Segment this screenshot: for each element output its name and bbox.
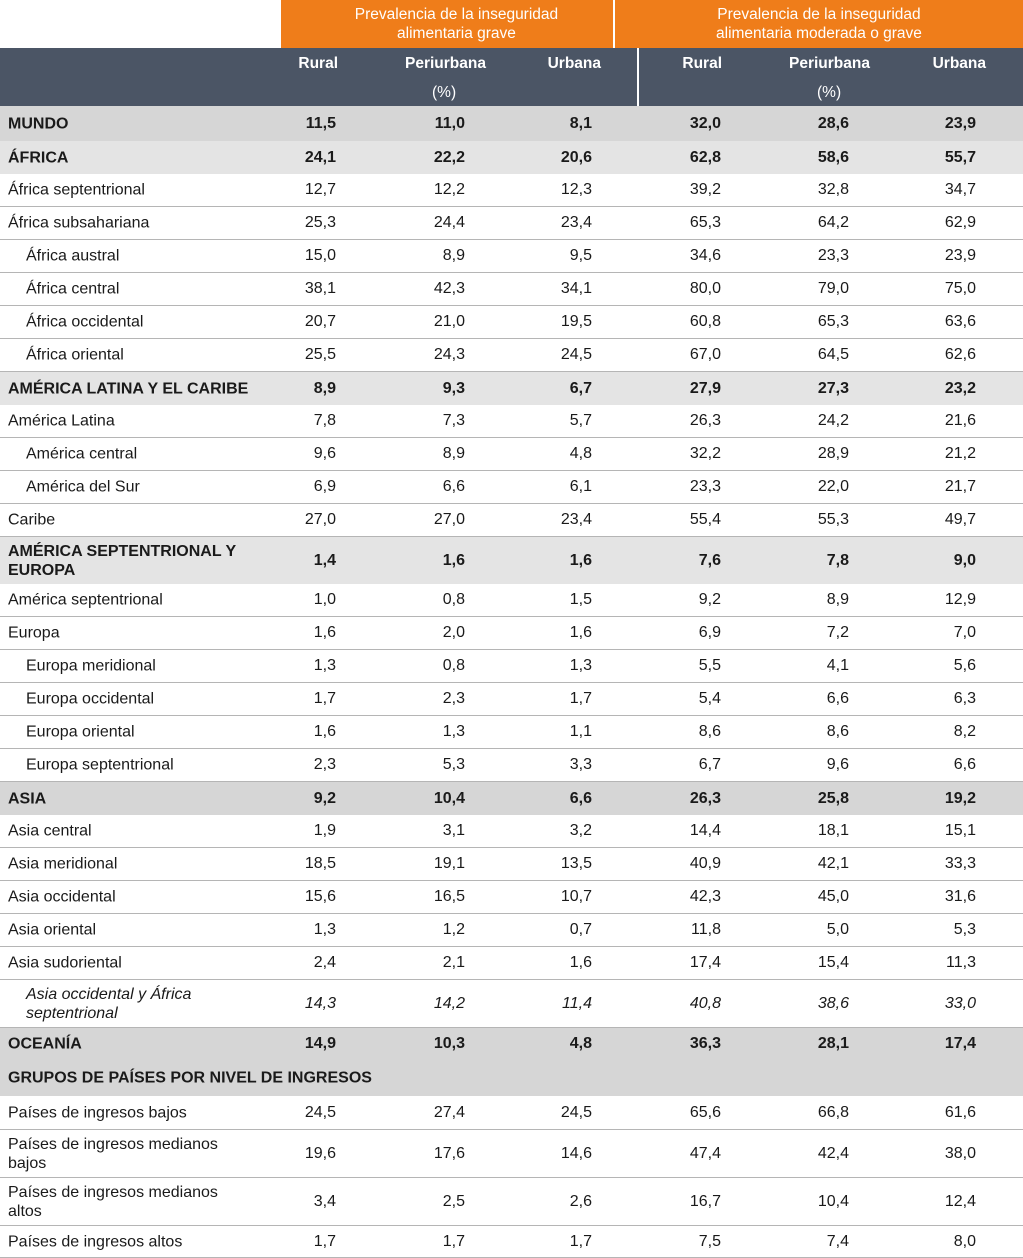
cell-value: 16,7	[689, 1192, 721, 1210]
cell-value: 20,6	[560, 148, 592, 166]
table-row	[0, 947, 1023, 980]
table-row	[0, 1096, 1023, 1130]
cell-value: 24,5	[304, 1103, 336, 1121]
cell-value: 33,3	[944, 855, 976, 872]
cell-value: 1,7	[313, 690, 336, 707]
cell-value: 9,0	[953, 551, 976, 569]
table-row	[0, 339, 1023, 372]
row-label: Países de ingresos altos	[8, 1233, 183, 1250]
cell-value: 19,2	[944, 789, 976, 807]
table-body	[0, 106, 1023, 1258]
table-row	[0, 504, 1023, 537]
cell-value: 34,6	[689, 247, 721, 264]
cell-value: 36,3	[689, 1035, 721, 1052]
table-row	[0, 617, 1023, 650]
cell-value: 7,5	[698, 1232, 721, 1250]
cell-value: 6,6	[442, 478, 465, 495]
table-row	[0, 1226, 1023, 1258]
table-row	[0, 914, 1023, 947]
cell-value: 0,8	[442, 657, 465, 674]
cell-value: 5,3	[953, 921, 976, 938]
row-label: Europa	[8, 624, 60, 642]
cell-value: 21,7	[944, 478, 976, 495]
cell-value: 23,4	[560, 511, 592, 528]
row-label: Asia sudoriental	[8, 954, 122, 972]
unit-label-2: (%)	[817, 84, 842, 101]
cell-value: 5,5	[698, 657, 721, 674]
cell-value: 42,4	[817, 1144, 849, 1162]
cell-value: 27,9	[689, 379, 721, 397]
col-header-rural-2: Rural	[682, 55, 722, 72]
cell-value: 1,6	[442, 551, 465, 569]
table-row	[0, 240, 1023, 273]
cell-value: 2,1	[442, 954, 465, 971]
cell-value: 3,2	[569, 822, 592, 839]
cell-value: 0,8	[442, 591, 465, 608]
cell-value: 0,7	[569, 921, 592, 938]
cell-value: 6,6	[953, 756, 976, 773]
cell-value: 23,4	[560, 214, 592, 231]
cell-value: 2,6	[569, 1192, 592, 1210]
table-row	[0, 1028, 1023, 1060]
cell-value: 7,8	[826, 551, 849, 569]
table-row	[0, 782, 1023, 815]
table-row	[0, 537, 1023, 584]
cell-value: 25,5	[304, 346, 336, 363]
cell-value: 1,7	[569, 690, 592, 707]
cell-value: 9,3	[442, 379, 465, 397]
cell-value: 4,8	[569, 1035, 592, 1052]
cell-value: 14,4	[689, 822, 721, 839]
cell-value: 7,3	[442, 412, 465, 429]
cell-value: 5,3	[442, 756, 465, 773]
cell-value: 19,1	[433, 855, 465, 872]
cell-value: 42,1	[817, 855, 849, 872]
cell-value: 1,5	[569, 591, 592, 608]
cell-value: 11,0	[434, 114, 465, 132]
cell-value: 7,6	[698, 551, 721, 569]
row-label: Europa occidental	[26, 690, 155, 708]
cell-value: 11,4	[562, 994, 592, 1012]
cell-value: 28,6	[817, 114, 849, 132]
table-row	[0, 405, 1023, 438]
cell-value: 60,8	[689, 313, 721, 330]
cell-value: 19,6	[304, 1144, 336, 1162]
row-label: África subsahariana	[8, 214, 150, 232]
cell-value: 1,4	[313, 551, 336, 569]
cell-value: 8,9	[442, 445, 465, 462]
cell-value: 24,1	[304, 148, 336, 166]
cell-value: 66,8	[817, 1103, 849, 1121]
cell-value: 65,3	[817, 313, 849, 330]
cell-value: 65,6	[689, 1103, 721, 1121]
table-row	[0, 141, 1023, 174]
row-label: África central	[26, 280, 120, 298]
col-header-periurbana-1: Periurbana	[405, 55, 486, 72]
row-label: AMÉRICA LATINA Y EL CARIBE	[8, 380, 249, 397]
col-header-rural-1: Rural	[298, 55, 338, 72]
table-row	[0, 207, 1023, 240]
cell-value: 24,4	[433, 214, 465, 231]
cell-value: 8,2	[953, 723, 976, 740]
table-row	[0, 650, 1023, 683]
cell-value: 15,0	[304, 247, 336, 264]
cell-value: 18,5	[304, 855, 336, 872]
cell-value: 32,0	[689, 114, 721, 132]
cell-value: 1,6	[313, 624, 336, 641]
cell-value: 8,9	[826, 591, 849, 608]
table-row	[0, 1130, 1023, 1178]
cell-value: 17,6	[433, 1144, 465, 1162]
cell-value: 27,3	[817, 379, 849, 397]
cell-value: 5,0	[826, 921, 849, 938]
cell-value: 5,4	[698, 690, 721, 707]
cell-value: 4,1	[826, 657, 849, 674]
row-label: ÁFRICA	[8, 149, 69, 166]
cell-value: 6,7	[698, 756, 721, 773]
cell-value: 9,6	[313, 445, 336, 462]
cell-value: 13,5	[560, 855, 592, 872]
cell-value: 10,3	[433, 1035, 465, 1052]
row-label: Asia central	[8, 822, 92, 840]
cell-value: 3,1	[442, 822, 465, 839]
table-row	[0, 683, 1023, 716]
cell-value: 17,4	[944, 1035, 976, 1052]
cell-value: 6,6	[826, 690, 849, 707]
row-label: África septentrional	[8, 181, 145, 199]
cell-value: 22,0	[817, 478, 849, 495]
cell-value: 38,0	[944, 1144, 976, 1162]
table-row	[0, 815, 1023, 848]
cell-value: 26,3	[689, 789, 721, 807]
cell-value: 75,0	[944, 280, 976, 297]
cell-value: 12,2	[433, 181, 465, 198]
table-row	[0, 174, 1023, 207]
cell-value: 25,3	[304, 214, 336, 231]
cell-value: 23,3	[817, 247, 849, 264]
cell-value: 8,9	[442, 247, 465, 264]
row-label: África austral	[26, 247, 120, 265]
cell-value: 1,6	[313, 723, 336, 740]
cell-value: 12,4	[944, 1192, 976, 1210]
row-label: América del Sur	[26, 478, 140, 496]
cell-value: 45,0	[817, 888, 849, 905]
col-header-urbana-2: Urbana	[932, 55, 986, 72]
cell-value: 2,5	[442, 1192, 465, 1210]
food-insecurity-table	[0, 0, 1023, 48]
cell-value: 18,1	[817, 822, 849, 839]
row-label: Países de ingresos bajos	[8, 1104, 187, 1121]
cell-value: 26,3	[689, 412, 721, 429]
row-label: América Latina	[8, 412, 115, 430]
cell-value: 40,9	[689, 855, 721, 872]
cell-value: 28,9	[817, 445, 849, 462]
cell-value: 9,5	[569, 247, 592, 264]
row-label: Asia occidental y África septentrional	[26, 985, 192, 1022]
cell-value: 1,7	[442, 1232, 465, 1250]
table-row	[0, 306, 1023, 339]
table-row	[0, 749, 1023, 782]
cell-value: 14,6	[560, 1144, 592, 1162]
cell-value: 22,2	[433, 148, 465, 166]
cell-value: 12,3	[560, 181, 592, 198]
row-label: África oriental	[26, 346, 124, 364]
unit-label-1: (%)	[432, 84, 457, 101]
row-label: Europa septentrional	[26, 756, 174, 774]
cell-value: 62,6	[944, 346, 976, 363]
cell-value: 27,4	[433, 1103, 465, 1121]
header-group-severe: Prevalencia de la inseguridad alimentaria grave	[281, 0, 613, 48]
cell-value: 15,1	[944, 822, 976, 839]
cell-value: 11,5	[305, 114, 336, 132]
cell-value: 23,2	[944, 379, 976, 397]
cell-value: 24,5	[560, 1103, 592, 1121]
cell-value: 31,6	[944, 888, 976, 905]
cell-value: 64,2	[817, 214, 849, 231]
cell-value: 11,3	[946, 954, 976, 971]
header-group-moderate-severe: Prevalencia de la inseguridad alimentaria moderada o grave	[614, 0, 1023, 48]
cell-value: 6,3	[953, 690, 976, 707]
cell-value: 12,7	[304, 181, 336, 198]
cell-value: 32,8	[817, 181, 849, 198]
cell-value: 1,1	[569, 723, 592, 740]
cell-value: 1,7	[313, 1232, 336, 1250]
cell-value: 2,3	[442, 690, 465, 707]
row-label: AMÉRICA SEPTENTRIONAL Y EUROPA	[8, 542, 236, 579]
cell-value: 80,0	[689, 280, 721, 297]
cell-value: 33,0	[944, 994, 976, 1012]
cell-value: 10,7	[560, 888, 592, 905]
cell-value: 58,6	[817, 148, 849, 166]
cell-value: 67,0	[689, 346, 721, 363]
cell-value: 27,0	[433, 511, 465, 528]
cell-value: 11,8	[691, 921, 721, 938]
col-header-periurbana-2: Periurbana	[789, 55, 870, 72]
cell-value: 2,3	[313, 756, 336, 773]
cell-value: 14,9	[304, 1035, 336, 1052]
table-row	[0, 438, 1023, 471]
cell-value: 7,8	[313, 412, 336, 429]
cell-value: 47,4	[689, 1144, 721, 1162]
cell-value: 1,6	[569, 551, 592, 569]
row-label: ASIA	[8, 790, 47, 807]
cell-value: 10,4	[817, 1192, 849, 1210]
cell-value: 8,0	[953, 1232, 976, 1250]
table-row	[0, 584, 1023, 617]
cell-value: 23,3	[689, 478, 721, 495]
cell-value: 25,8	[817, 789, 849, 807]
row-label: Asia meridional	[8, 855, 118, 873]
cell-value: 1,3	[442, 723, 465, 740]
row-label: América central	[26, 445, 138, 463]
cell-value: 20,7	[304, 313, 336, 330]
cell-value: 1,2	[442, 921, 465, 938]
row-label: América septentrional	[8, 591, 163, 609]
cell-value: 42,3	[689, 888, 721, 905]
cell-value: 9,2	[313, 789, 336, 807]
table-row	[0, 848, 1023, 881]
cell-value: 2,0	[442, 624, 465, 641]
cell-value: 3,4	[313, 1192, 336, 1210]
cell-value: 1,7	[569, 1232, 592, 1250]
table-row	[0, 980, 1023, 1028]
cell-value: 6,9	[698, 624, 721, 641]
table-row	[0, 716, 1023, 749]
cell-value: 39,2	[689, 181, 721, 198]
cell-value: 1,6	[569, 954, 592, 971]
col-header-urbana-1: Urbana	[547, 55, 601, 72]
cell-value: 21,6	[944, 412, 976, 429]
cell-value: 6,7	[569, 379, 592, 397]
cell-value: 27,0	[304, 511, 336, 528]
cell-value: 6,6	[569, 789, 592, 807]
row-label: Países de ingresos medianos altos	[8, 1183, 218, 1220]
cell-value: 7,0	[953, 624, 976, 641]
cell-value: 61,6	[944, 1103, 976, 1121]
cell-value: 14,3	[304, 994, 336, 1012]
row-label: Países de ingresos medianos bajos	[8, 1135, 218, 1172]
cell-value: 24,2	[817, 412, 849, 429]
cell-value: 38,6	[817, 994, 849, 1012]
cell-value: 65,3	[689, 214, 721, 231]
table-row	[0, 1060, 1023, 1096]
cell-value: 2,4	[313, 954, 336, 971]
cell-value: 15,4	[817, 954, 849, 971]
cell-value: 62,8	[689, 148, 721, 166]
cell-value: 28,1	[817, 1035, 849, 1052]
cell-value: 1,6	[569, 624, 592, 641]
row-label: África occidental	[26, 313, 144, 331]
cell-value: 23,9	[944, 247, 976, 264]
cell-value: 7,2	[826, 624, 849, 641]
row-label: Europa oriental	[26, 723, 135, 741]
cell-value: 9,2	[698, 591, 721, 608]
table-row	[0, 106, 1023, 141]
cell-value: 55,7	[944, 148, 976, 166]
cell-value: 64,5	[817, 346, 849, 363]
cell-value: 34,7	[944, 181, 976, 198]
cell-value: 32,2	[689, 445, 721, 462]
cell-value: 12,9	[944, 591, 976, 608]
table-row	[0, 1178, 1023, 1226]
cell-value: 63,6	[944, 313, 976, 330]
cell-value: 19,5	[560, 313, 592, 330]
cell-value: 8,6	[698, 723, 721, 740]
header-blank	[0, 0, 281, 48]
cell-value: 55,3	[817, 511, 849, 528]
cell-value: 40,8	[689, 994, 721, 1012]
table-row	[0, 881, 1023, 914]
row-label: GRUPOS DE PAÍSES POR NIVEL DE INGRESOS	[8, 1069, 372, 1087]
cell-value: 21,0	[433, 313, 465, 330]
row-label: OCEANÍA	[8, 1035, 82, 1053]
cell-value: 79,0	[817, 280, 849, 297]
cell-value: 24,3	[433, 346, 465, 363]
row-label: Asia occidental	[8, 888, 116, 906]
row-label: MUNDO	[8, 115, 69, 132]
cell-value: 23,9	[944, 114, 976, 132]
cell-value: 55,4	[689, 511, 721, 528]
cell-value: 7,4	[826, 1232, 849, 1250]
cell-value: 24,5	[560, 346, 592, 363]
cell-value: 21,2	[944, 445, 976, 462]
cell-value: 5,7	[569, 412, 592, 429]
row-label: Caribe	[8, 511, 56, 529]
cell-value: 42,3	[433, 280, 465, 297]
cell-value: 8,1	[569, 114, 592, 132]
cell-value: 4,8	[569, 445, 592, 462]
cell-value: 49,7	[944, 511, 976, 528]
cell-value: 6,1	[569, 478, 592, 495]
table-row	[0, 372, 1023, 405]
cell-value: 3,3	[569, 756, 592, 773]
column-header-bar	[0, 48, 1023, 106]
cell-value: 8,9	[313, 379, 336, 397]
cell-value: 14,2	[433, 994, 465, 1012]
cell-value: 5,6	[953, 657, 976, 674]
table-row	[0, 273, 1023, 306]
cell-value: 9,6	[826, 756, 849, 773]
row-label: Asia oriental	[8, 921, 97, 939]
cell-value: 62,9	[944, 214, 976, 231]
cell-value: 17,4	[689, 954, 721, 971]
cell-value: 1,9	[313, 822, 336, 839]
cell-value: 1,3	[313, 657, 336, 674]
row-label: Europa meridional	[26, 657, 156, 675]
cell-value: 38,1	[304, 280, 336, 297]
cell-value: 16,5	[433, 888, 465, 905]
cell-value: 1,3	[313, 921, 336, 938]
cell-value: 1,3	[569, 657, 592, 674]
cell-value: 1,0	[313, 591, 336, 608]
cell-value: 34,1	[560, 280, 592, 297]
cell-value: 10,4	[433, 789, 465, 807]
table-row	[0, 471, 1023, 504]
cell-value: 8,6	[826, 723, 849, 740]
cell-value: 15,6	[304, 888, 336, 905]
cell-value: 6,9	[313, 478, 336, 495]
